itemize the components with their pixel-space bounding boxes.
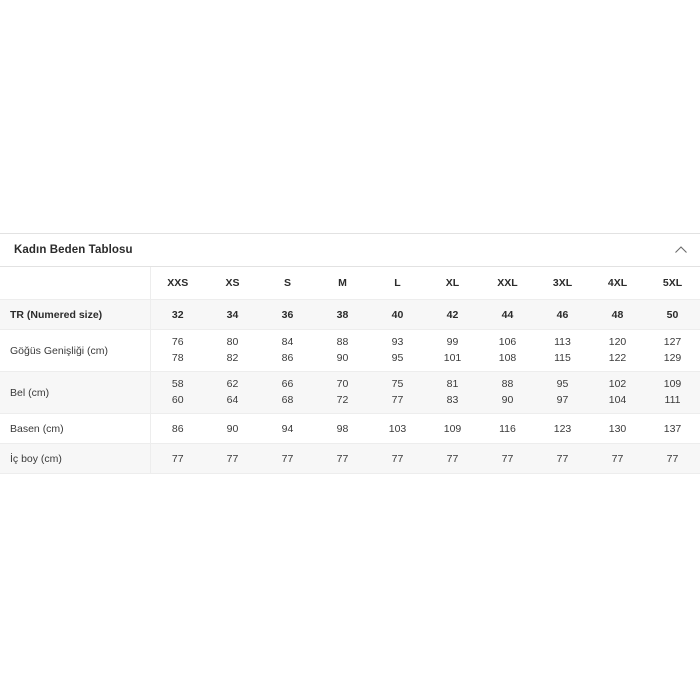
table-row (0, 372, 700, 414)
cell-bel-s (260, 372, 315, 414)
cell-basen-4xl: 130 (590, 414, 645, 444)
cell-value-top: 75 (391, 378, 404, 391)
column-header-xs: XS (205, 267, 260, 300)
cell-value-bottom: 101 (443, 351, 462, 364)
cell-tr-l: 40 (370, 300, 425, 330)
cell-value-bottom: 97 (556, 393, 569, 406)
table-row (0, 414, 700, 444)
cell-value-bottom: 104 (608, 393, 627, 406)
cell-icboy-xs: 77 (205, 444, 260, 474)
cell-value-top: 120 (608, 336, 627, 349)
cell-basen-l: 103 (370, 414, 425, 444)
cell-basen-xs: 90 (205, 414, 260, 444)
cell-gogus-xxl (480, 330, 535, 372)
column-header-3xl: 3XL (535, 267, 590, 300)
cell-basen-xl: 109 (425, 414, 480, 444)
cell-tr-s: 36 (260, 300, 315, 330)
cell-basen-xxl: 116 (480, 414, 535, 444)
cell-value-top: 76 (171, 336, 184, 349)
cell-value-top: 84 (281, 336, 294, 349)
cell-bel-l (370, 372, 425, 414)
cell-icboy-4xl: 77 (590, 444, 645, 474)
cell-value-bottom: 82 (226, 351, 239, 364)
cell-value-bottom: 60 (171, 393, 184, 406)
table-row (0, 444, 700, 474)
cell-value-bottom: 129 (663, 351, 682, 364)
cell-value-top: 70 (336, 378, 349, 391)
column-header-l: L (370, 267, 425, 300)
row-label-tr-numbered-size: TR (Numered size) (0, 300, 150, 330)
cell-gogus-4xl (590, 330, 645, 372)
cell-value-top: 113 (554, 336, 571, 349)
column-header-xxl: XXL (480, 267, 535, 300)
cell-basen-5xl: 137 (645, 414, 700, 444)
cell-bel-m (315, 372, 370, 414)
cell-tr-5xl: 50 (645, 300, 700, 330)
cell-basen-xxs: 86 (150, 414, 205, 444)
cell-value-top: 88 (336, 336, 349, 349)
table-header-row (0, 267, 700, 300)
cell-icboy-xl: 77 (425, 444, 480, 474)
cell-gogus-3xl (535, 330, 590, 372)
cell-value-bottom: 68 (281, 393, 294, 406)
cell-value-bottom: 111 (664, 393, 681, 406)
cell-value-bottom: 122 (608, 351, 627, 364)
cell-value-bottom: 90 (336, 351, 349, 364)
cell-tr-3xl: 46 (535, 300, 590, 330)
cell-bel-xl (425, 372, 480, 414)
cell-basen-m: 98 (315, 414, 370, 444)
chevron-up-icon[interactable] (674, 243, 688, 257)
cell-value-bottom: 78 (171, 351, 184, 364)
cell-value-top: 109 (663, 378, 682, 391)
cell-value-top: 93 (391, 336, 404, 349)
table-row (0, 330, 700, 372)
cell-basen-s: 94 (260, 414, 315, 444)
cell-icboy-m: 77 (315, 444, 370, 474)
row-label-basen: Basen (cm) (0, 414, 150, 444)
cell-bel-4xl (590, 372, 645, 414)
cell-value-bottom: 86 (281, 351, 294, 364)
cell-bel-xs (205, 372, 260, 414)
cell-gogus-xs (205, 330, 260, 372)
cell-value-bottom: 95 (391, 351, 404, 364)
cell-icboy-3xl: 77 (535, 444, 590, 474)
cell-bel-5xl (645, 372, 700, 414)
row-label-bel: Bel (cm) (0, 372, 150, 414)
cell-basen-3xl: 123 (535, 414, 590, 444)
cell-gogus-5xl (645, 330, 700, 372)
cell-tr-m: 38 (315, 300, 370, 330)
column-header-xl: XL (425, 267, 480, 300)
cell-value-top: 88 (501, 378, 514, 391)
cell-value-top: 58 (171, 378, 184, 391)
cell-tr-4xl: 48 (590, 300, 645, 330)
cell-icboy-l: 77 (370, 444, 425, 474)
page-title: Kadın Beden Tablosu (14, 244, 133, 256)
cell-bel-xxl (480, 372, 535, 414)
cell-icboy-xxs: 77 (150, 444, 205, 474)
column-header-xxs: XXS (150, 267, 205, 300)
cell-gogus-l (370, 330, 425, 372)
column-header-s: S (260, 267, 315, 300)
cell-value-bottom: 77 (391, 393, 404, 406)
cell-value-top: 95 (556, 378, 569, 391)
cell-value-bottom: 108 (498, 351, 517, 364)
cell-tr-xxs: 32 (150, 300, 205, 330)
cell-gogus-m (315, 330, 370, 372)
cell-value-bottom: 64 (226, 393, 239, 406)
cell-tr-xl: 42 (425, 300, 480, 330)
cell-gogus-xl (425, 330, 480, 372)
cell-value-top: 99 (446, 336, 459, 349)
cell-value-top: 80 (226, 336, 239, 349)
cell-gogus-s (260, 330, 315, 372)
cell-value-top: 66 (281, 378, 294, 391)
cell-value-top: 106 (498, 336, 517, 349)
table-row (0, 300, 700, 330)
cell-tr-xs: 34 (205, 300, 260, 330)
size-table (0, 267, 700, 474)
cell-icboy-5xl: 77 (645, 444, 700, 474)
cell-bel-xxs (150, 372, 205, 414)
cell-icboy-s: 77 (260, 444, 315, 474)
cell-value-top: 127 (663, 336, 682, 349)
column-header-5xl: 5XL (645, 267, 700, 300)
cell-icboy-xxl: 77 (480, 444, 535, 474)
cell-value-top: 102 (608, 378, 627, 391)
table-corner-cell (0, 267, 150, 300)
cell-value-bottom: 90 (501, 393, 514, 406)
cell-gogus-xxs (150, 330, 205, 372)
cell-value-bottom: 83 (446, 393, 459, 406)
cell-value-top: 62 (226, 378, 239, 391)
cell-value-bottom: 115 (554, 351, 571, 364)
row-label-ic-boy: İç boy (cm) (0, 444, 150, 474)
cell-bel-3xl (535, 372, 590, 414)
size-chart-panel (0, 233, 700, 474)
column-header-m: M (315, 267, 370, 300)
panel-header[interactable] (0, 233, 700, 267)
column-header-4xl: 4XL (590, 267, 645, 300)
row-label-gogus-genisligi: Göğüs Genişliği (cm) (0, 330, 150, 372)
cell-tr-xxl: 44 (480, 300, 535, 330)
cell-value-top: 81 (446, 378, 459, 391)
cell-value-bottom: 72 (336, 393, 349, 406)
